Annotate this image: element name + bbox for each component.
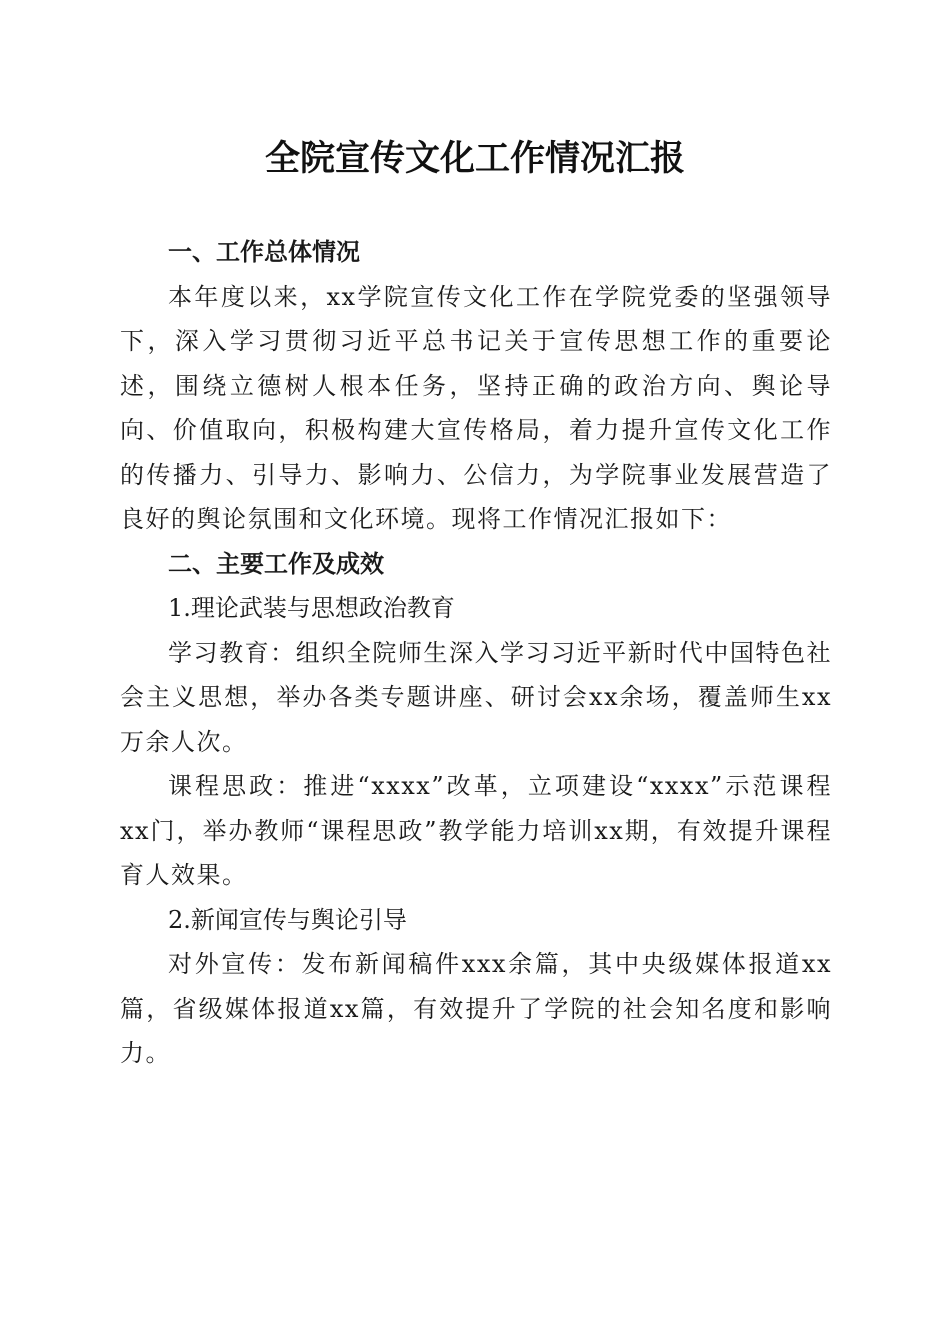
paragraph-overview: 本年度以来，xx学院宣传文化工作在学院党委的坚强领导下，深入学习贯彻习近平总书记关于宣传思想工作的重要论述，围绕立德树人根本任务，坚持正确的政治方向、舆论导向、价值取向，积极构建大宣传格局，着力提升宣传文化工作的传播力、引导力、影响力、公信力，为学院事业发展营造了良好的舆论氛围和文化环境。现将工作情况汇报如下：: [120, 282, 832, 533]
document-body: [120, 230, 832, 1076]
paragraph-course-ideology: 课程思政：推进“xxxx”改革，立项建设“xxxx”示范课程xx门，举办教师“课程思政”教学能力培训xx期，有效提升课程育人效果。: [120, 772, 832, 889]
paragraph-study-education: 学习教育：组织全院师生深入学习习近平新时代中国特色社会主义思想，举办各类专题讲座、研讨会xx余场，覆盖师生xx万余人次。: [120, 638, 832, 756]
document-title: 全院宣传文化工作情况汇报: [264, 138, 685, 179]
section-heading-main-work: 二、主要工作及成效: [168, 549, 384, 578]
section-heading-overall: 一、工作总体情况: [168, 238, 360, 266]
subheading-news-publicity: 2.新闻宣传与舆论引导: [168, 905, 407, 934]
subheading-theory-education: 1.理论武装与思想政治教育: [168, 594, 455, 622]
paragraph-external-publicity: 对外宣传：发布新闻稿件xxx余篇，其中央级媒体报道xx篇，省级媒体报道xx篇，有效提升了学院的社会知名度和影响力。: [120, 950, 832, 1067]
